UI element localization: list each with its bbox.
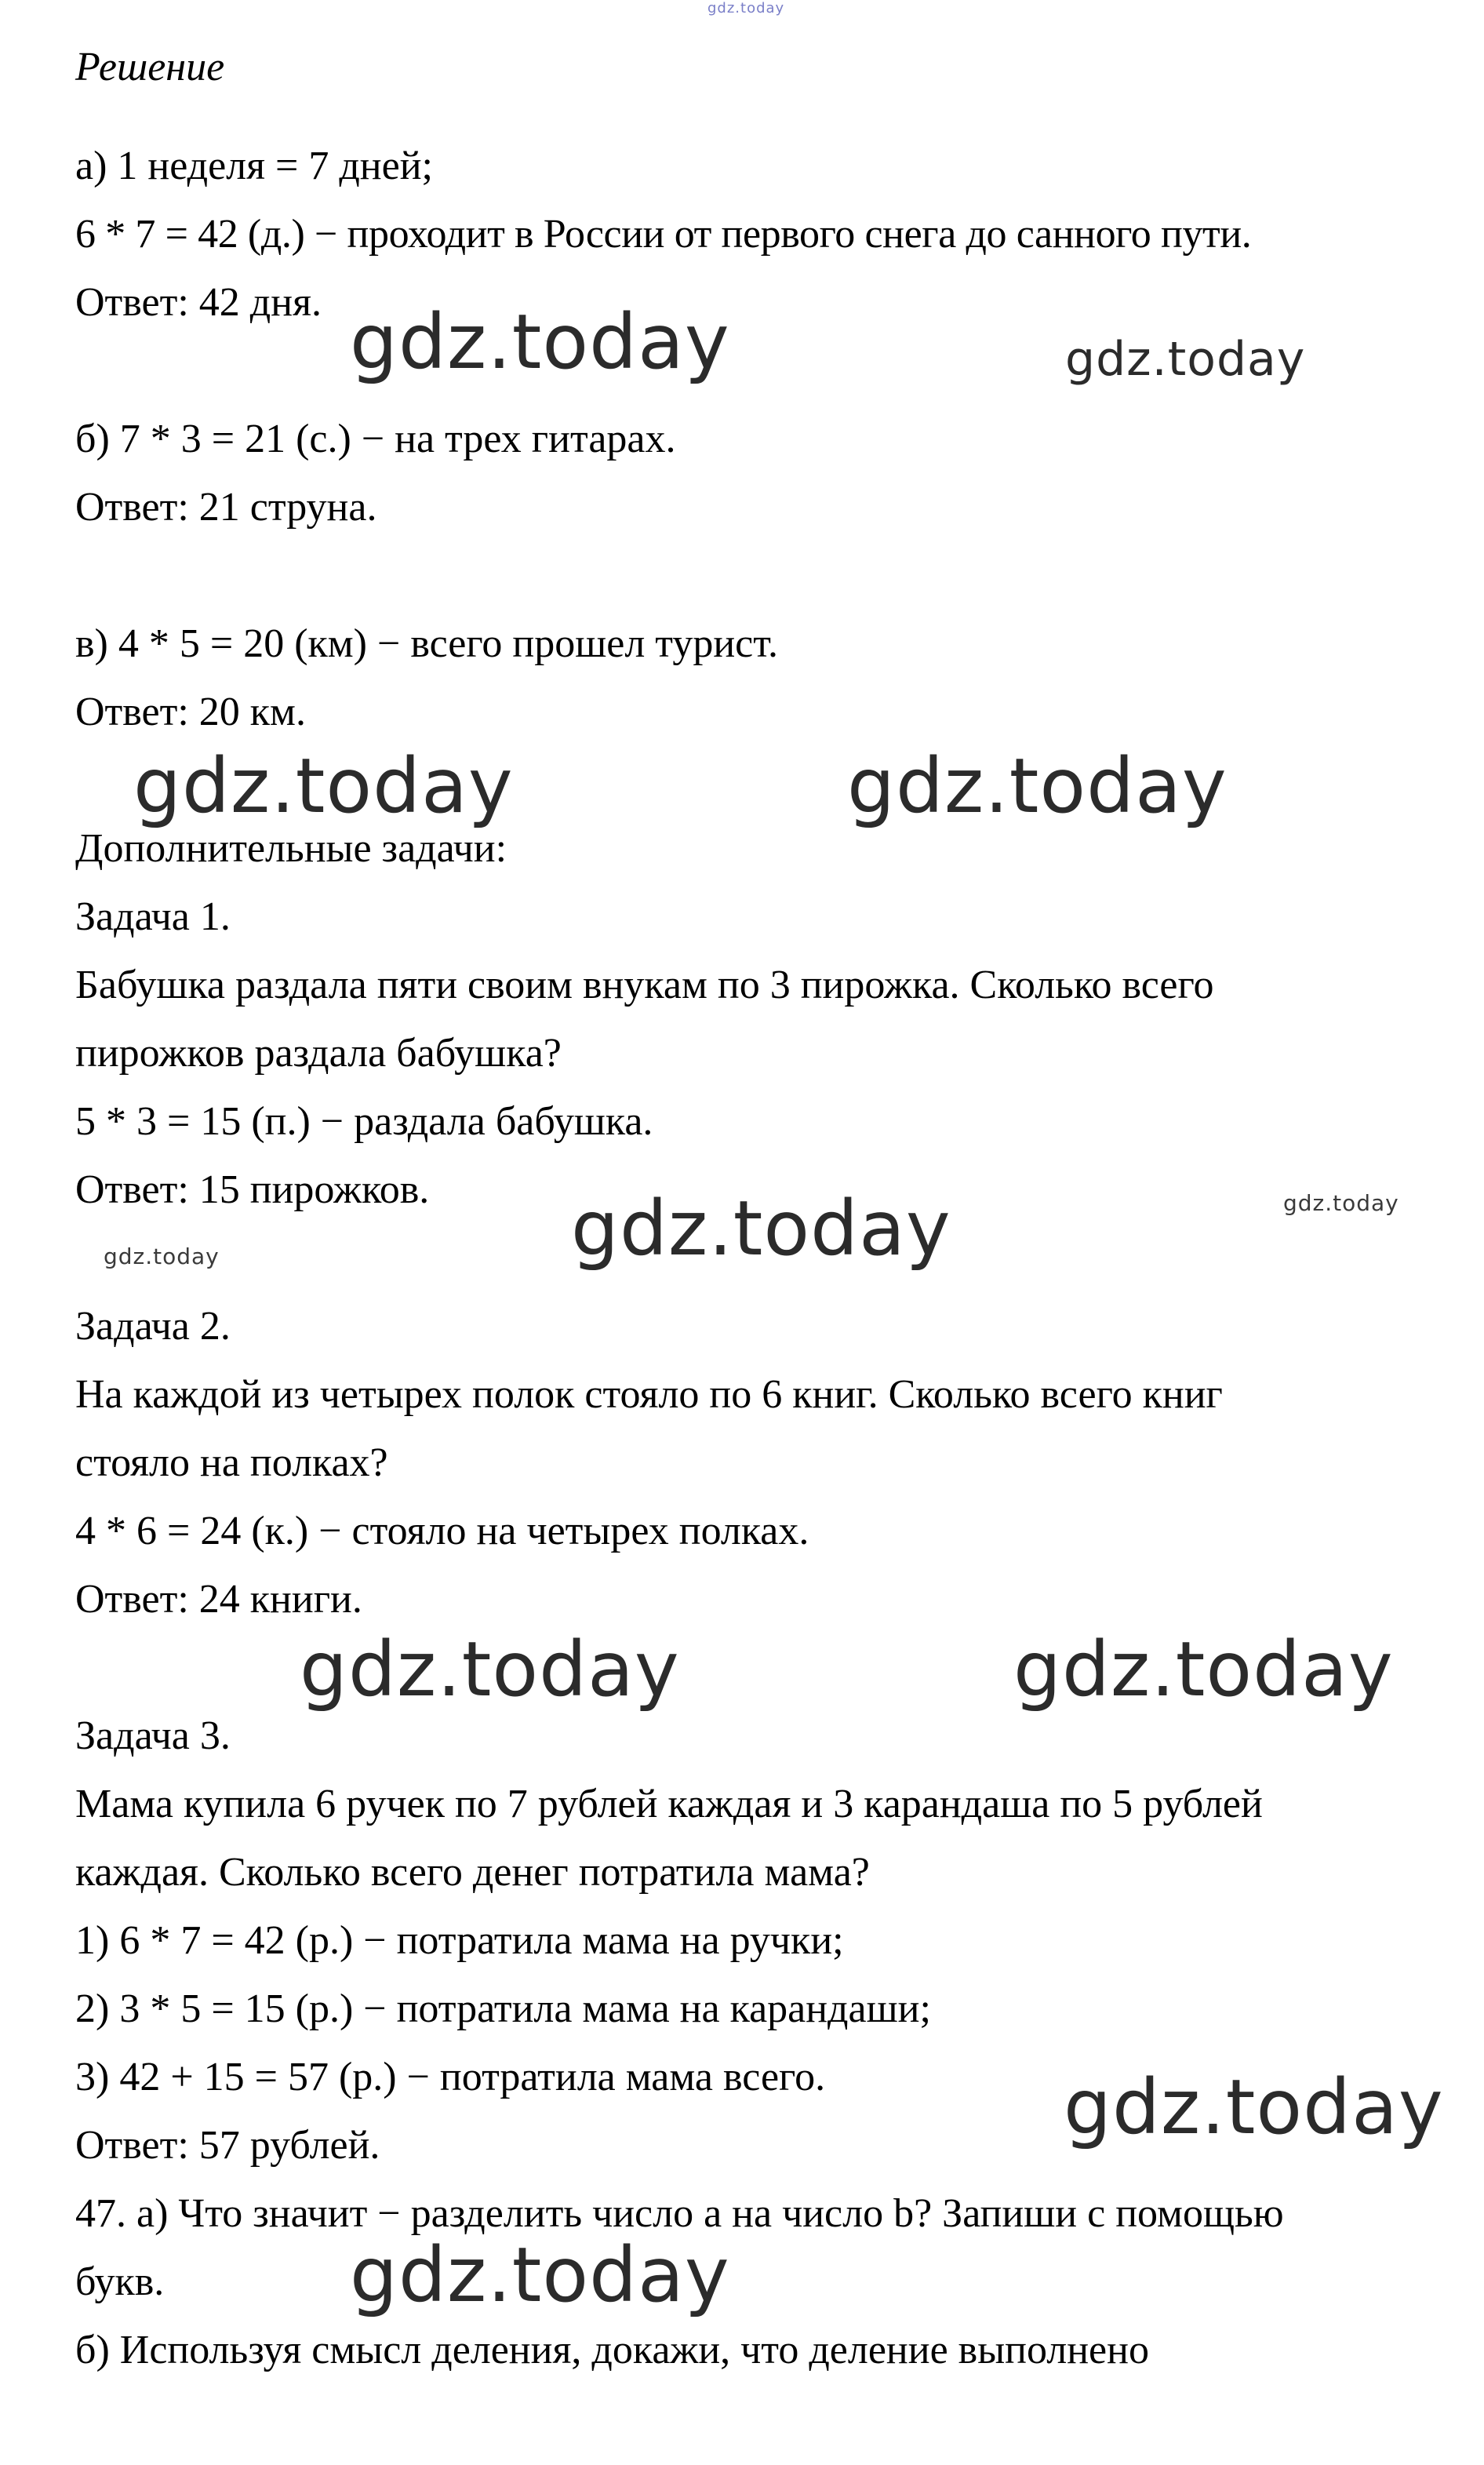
task-text: 47. а) Что значит − разделить число a на число b? Запиши с помощью — [75, 2191, 1284, 2236]
task-text: стояло на полках? — [75, 1440, 388, 1485]
text-line: 4 * 6 = 24 (к.) − стояло на четырех полках. — [75, 1509, 809, 1553]
watermark-logo: gdz.today — [707, 0, 785, 16]
task-title: Задача 3. — [75, 1713, 231, 1758]
watermark-logo: gdz.today — [847, 742, 1228, 830]
text-line: а) 1 неделя = 7 дней; — [75, 144, 433, 188]
task-text: Бабушка раздала пяти своим внукам по 3 пирожка. Сколько всего — [75, 963, 1214, 1007]
task-text: букв. — [75, 2259, 165, 2304]
task-text: пирожков раздала бабушка? — [75, 1031, 562, 1076]
watermark-logo: gdz.today — [350, 298, 730, 386]
text-line: в) 4 * 5 = 20 (км) − всего прошел турист. — [75, 621, 779, 666]
task-text: Мама купила 6 ручек по 7 рублей каждая и 3 карандаша по 5 рублей — [75, 1782, 1263, 1826]
text-line: 5 * 3 = 15 (п.) − раздала бабушка. — [75, 1099, 653, 1144]
task-title: Задача 2. — [75, 1304, 231, 1349]
watermark-logo: gdz.today — [1064, 2063, 1444, 2151]
text-line: 2) 3 * 5 = 15 (р.) − потратила мама на карандаши; — [75, 1986, 931, 2031]
task-text: б) Используя смысл деления, докажи, что деление выполнено — [75, 2328, 1149, 2372]
section-title: Дополнительные задачи: — [75, 826, 507, 871]
watermark-logo: gdz.today — [1283, 1190, 1399, 1216]
answer-line: Ответ: 24 книги. — [75, 1577, 362, 1622]
watermark-logo: gdz.today — [104, 1243, 220, 1269]
text-line: 6 * 7 = 42 (д.) − проходит в России от первого снега до санного пути. — [75, 212, 1252, 257]
answer-line: Ответ: 20 км. — [75, 690, 306, 734]
task-text: каждая. Сколько всего денег потратила мама? — [75, 1850, 870, 1895]
task-text: На каждой из четырех полок стояло по 6 книг. Сколько всего книг — [75, 1372, 1223, 1417]
watermark-logo: gdz.today — [1013, 1626, 1394, 1713]
task-title: Задача 1. — [75, 894, 231, 939]
watermark-logo: gdz.today — [133, 742, 514, 830]
answer-line: Ответ: 42 дня. — [75, 280, 322, 325]
text-line: 1) 6 * 7 = 42 (р.) − потратила мама на ручки; — [75, 1918, 844, 1963]
text-line: 3) 42 + 15 = 57 (р.) − потратила мама всего. — [75, 2055, 826, 2099]
answer-line: Ответ: 21 струна. — [75, 485, 377, 530]
text-line: б) 7 * 3 = 21 (с.) − на трех гитарах. — [75, 417, 676, 461]
solution-heading: Решение — [75, 45, 225, 89]
answer-line: Ответ: 57 рублей. — [75, 2123, 380, 2168]
watermark-logo: gdz.today — [350, 2231, 730, 2319]
watermark-logo: gdz.today — [300, 1626, 680, 1713]
watermark-logo: gdz.today — [1065, 332, 1306, 387]
watermark-logo: gdz.today — [571, 1185, 951, 1273]
answer-line: Ответ: 15 пирожков. — [75, 1167, 430, 1212]
